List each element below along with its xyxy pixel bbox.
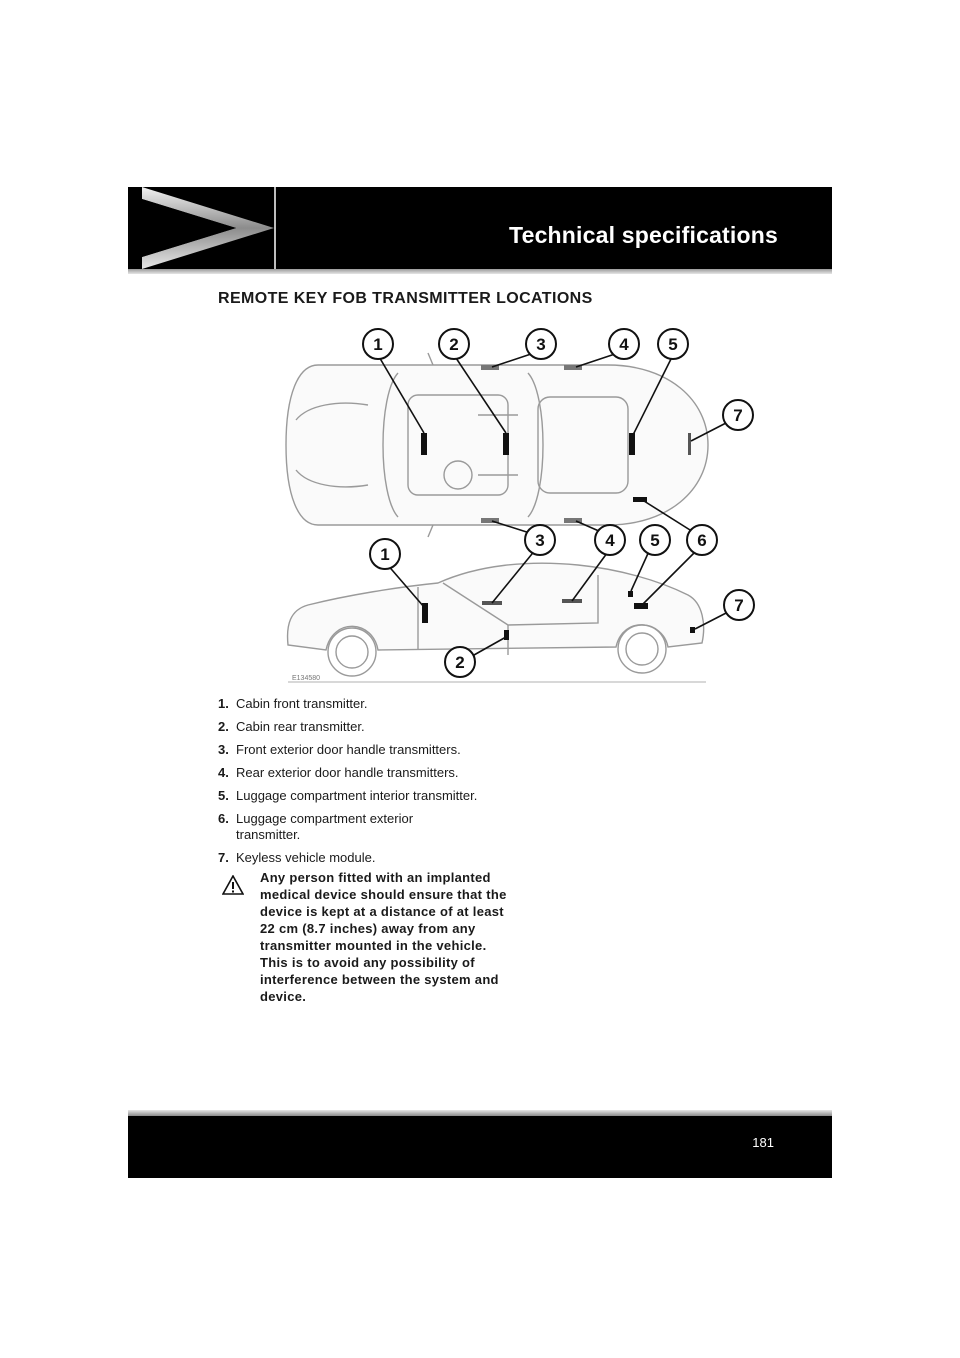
callout-label: 1	[380, 545, 390, 564]
callout-label: 5	[668, 335, 678, 354]
item-number: 1.	[218, 696, 229, 711]
callout-label: 7	[734, 596, 744, 615]
warning-triangle-icon	[222, 875, 244, 895]
callout-label: 1	[373, 335, 383, 354]
page-title: Technical specifications	[509, 222, 778, 248]
item-number: 6.	[218, 811, 229, 826]
callout-label: 4	[619, 335, 629, 354]
figure-code: E134580	[292, 675, 321, 682]
callout-label: 2	[449, 335, 459, 354]
callout-label: 5	[650, 531, 660, 550]
list-item	[218, 696, 518, 712]
footer-bar	[128, 1116, 832, 1178]
callout-label: 2	[455, 653, 465, 672]
transmitter-location-diagram	[278, 325, 768, 690]
section-title: REMOTE KEY FOB TRANSMITTER LOCATIONS	[218, 290, 593, 307]
warning-text: Any person fitted with an implanted medical device should ensure that the device is kept at a distance of at least 22 cm (8.7 inches) away from any transmitter mounted in the vehicle. This is to avoid any possibility of interference between the system and device.	[260, 870, 507, 1004]
item-text: Front exterior door handle transmitters.	[236, 742, 461, 757]
header-shade	[128, 269, 832, 274]
item-text: Luggage compartment interior transmitter.	[236, 788, 478, 803]
list-item	[218, 850, 518, 866]
item-text: Rear exterior door handle transmitters.	[236, 765, 459, 780]
item-text: Keyless vehicle module.	[236, 850, 376, 865]
list-item	[218, 719, 518, 735]
callout-label: 6	[697, 531, 707, 550]
item-number: 3.	[218, 742, 229, 757]
list-item	[218, 811, 456, 843]
page-number: 181	[752, 1135, 774, 1150]
chevron-graphic-icon	[128, 187, 278, 269]
item-number: 4.	[218, 765, 229, 780]
list-item	[218, 742, 518, 758]
legend-list	[218, 696, 518, 873]
list-item	[218, 765, 518, 781]
item-number: 7.	[218, 850, 229, 865]
item-text: Cabin front transmitter.	[236, 696, 368, 711]
callout-label: 3	[536, 335, 546, 354]
car-top-view	[286, 353, 708, 537]
item-text: Cabin rear transmitter.	[236, 719, 365, 734]
header-divider	[274, 187, 276, 269]
item-number: 2.	[218, 719, 229, 734]
list-item	[218, 788, 518, 804]
item-text: Luggage compartment exterior transmitter.	[236, 811, 414, 842]
item-number: 5.	[218, 788, 229, 803]
callout-label: 4	[605, 531, 615, 550]
car-side-view	[288, 563, 704, 676]
callout-label: 7	[733, 406, 743, 425]
callout-label: 3	[535, 531, 545, 550]
